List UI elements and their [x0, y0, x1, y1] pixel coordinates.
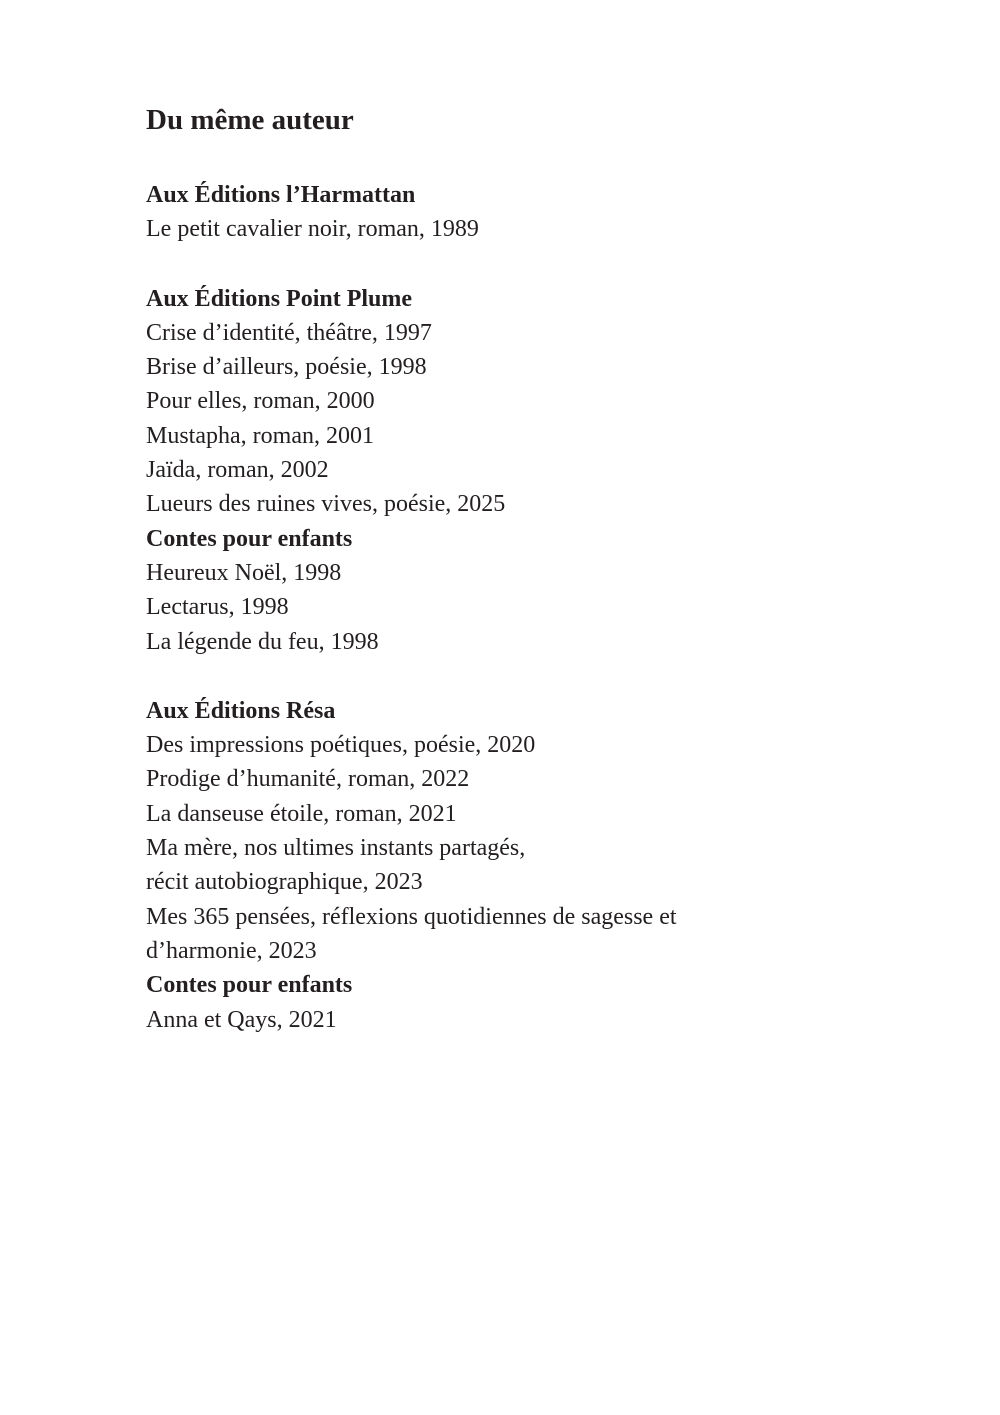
- book-entry: Prodige d’humanité, roman, 2022: [146, 766, 470, 793]
- book-entry: Brise d’ailleurs, poésie, 1998: [146, 354, 427, 381]
- children-book-entry: Anna et Qays, 2021: [146, 1006, 337, 1033]
- book-entry: Des impressions poétiques, poésie, 2020: [146, 732, 536, 759]
- book-entry: Jaïda, roman, 2002: [146, 457, 329, 484]
- publisher-section-point-plume: [146, 282, 906, 659]
- book-entry: Crise d’identité, théâtre, 1997: [146, 319, 432, 346]
- children-book-entry: Lectarus, 1998: [146, 594, 289, 621]
- book-entry: Pour elles, roman, 2000: [146, 388, 375, 415]
- page-title: Du même auteur: [146, 104, 354, 136]
- children-books-heading: Contes pour enfants: [146, 972, 353, 999]
- bibliography-page: [146, 100, 906, 1037]
- book-entry: Ma mère, nos ultimes instants partagés,: [146, 835, 526, 862]
- publisher-heading: Aux Éditions l’Harmattan: [146, 182, 416, 208]
- children-books-heading: Contes pour enfants: [146, 525, 353, 552]
- children-book-entry: Heureux Noël, 1998: [146, 559, 342, 586]
- publisher-section-resa: [146, 694, 906, 1037]
- publisher-section-harmattan: [146, 178, 906, 247]
- book-entry: Mes 365 pensées, réflexions quotidiennes de sagesse et: [146, 903, 677, 930]
- book-entry: La danseuse étoile, roman, 2021: [146, 800, 457, 827]
- children-book-entry: La légende du feu, 1998: [146, 628, 379, 655]
- publisher-heading: Aux Éditions Résa: [146, 697, 336, 724]
- book-entry-continuation: récit autobiographique, 2023: [146, 869, 423, 896]
- book-entry-continuation: d’harmonie, 2023: [146, 937, 317, 964]
- book-entry: Lueurs des ruines vives, poésie, 2025: [146, 491, 506, 518]
- book-entry: Mustapha, roman, 2001: [146, 422, 374, 449]
- book-entry: Le petit cavalier noir, roman, 1989: [146, 216, 479, 243]
- publisher-heading: Aux Éditions Point Plume: [146, 285, 413, 312]
